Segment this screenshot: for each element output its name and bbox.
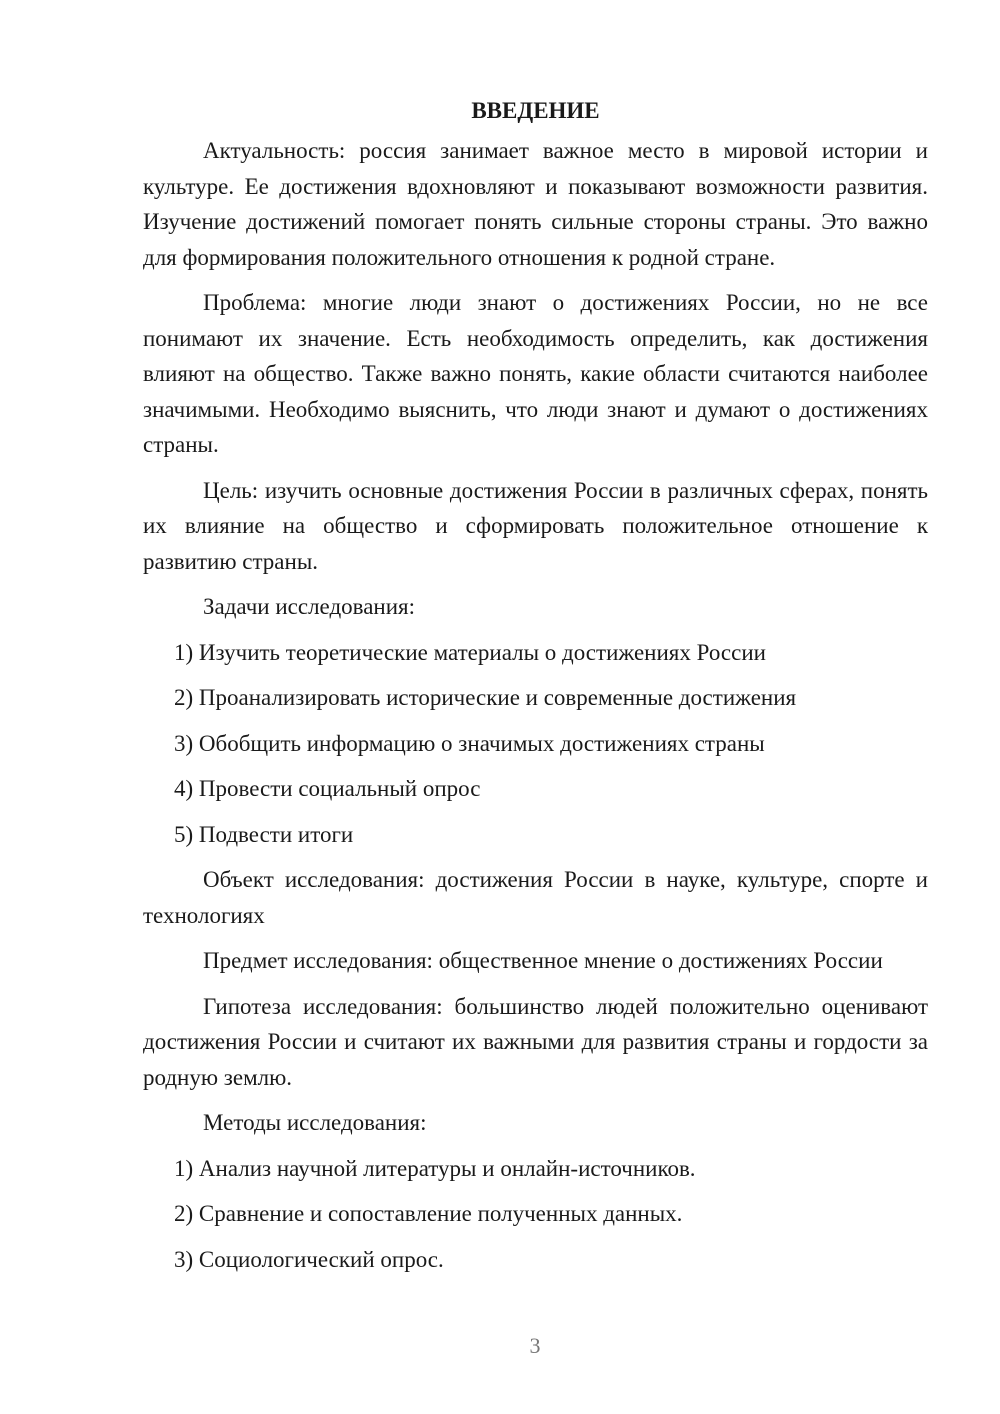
task-item: 5) Подвести итоги bbox=[174, 821, 354, 847]
method-item: 2) Сравнение и сопоставление полученных данных. bbox=[174, 1201, 683, 1226]
page-content bbox=[143, 96, 928, 1287]
task-item: 2) Проанализировать исторические и современные достижения bbox=[174, 685, 797, 710]
method-item: 3) Социологический опрос. bbox=[174, 1246, 444, 1272]
tasks-title: Задачи исследования: bbox=[203, 594, 416, 619]
task-item: 3) Обобщить информацию о значимых достижениях страны bbox=[174, 730, 765, 756]
task-item: 1) Изучить теоретические материалы о достижениях России bbox=[174, 639, 766, 665]
section-heading: ВВЕДЕНИЕ bbox=[471, 98, 600, 123]
subject-paragraph: Предмет исследования: общественное мнение о достижениях России bbox=[203, 948, 883, 973]
goal-paragraph: Цель: изучить основные достижения России в различных сферах, понять их влияние на общество и сформировать положительное отношение к развитию страны. bbox=[143, 477, 928, 574]
problem-paragraph: Проблема: многие люди знают о достижениях России, но не все понимают их значение. Есть необходимость определить, как достижения влияют на общество. Также важно понять, какие области считаются наиболее значимыми. Необходимо выяснить, что люди знают и думают о достижениях страны. bbox=[143, 290, 928, 457]
method-item: 1) Анализ научной литературы и онлайн-источников. bbox=[174, 1155, 696, 1181]
hypothesis-paragraph: Гипотеза исследования: большинство людей положительно оценивают достижения России и считают их важными для развития страны и гордости за родную землю. bbox=[143, 993, 928, 1090]
object-paragraph: Объект исследования: достижения России в науке, культуре, спорте и технологиях bbox=[143, 867, 928, 928]
relevance-paragraph: Актуальность: россия занимает важное место в мировой истории и культуре. Ее достижения вдохновляют и показывают возможности развития. Изучение достижений помогает понять сильные стороны страны. Это важно для формирования положительного отношения к родной стране. bbox=[143, 138, 928, 270]
task-item: 4) Провести социальный опрос bbox=[174, 776, 481, 801]
methods-title: Методы исследования: bbox=[203, 1110, 427, 1135]
page-number: 3 bbox=[529, 1333, 541, 1358]
